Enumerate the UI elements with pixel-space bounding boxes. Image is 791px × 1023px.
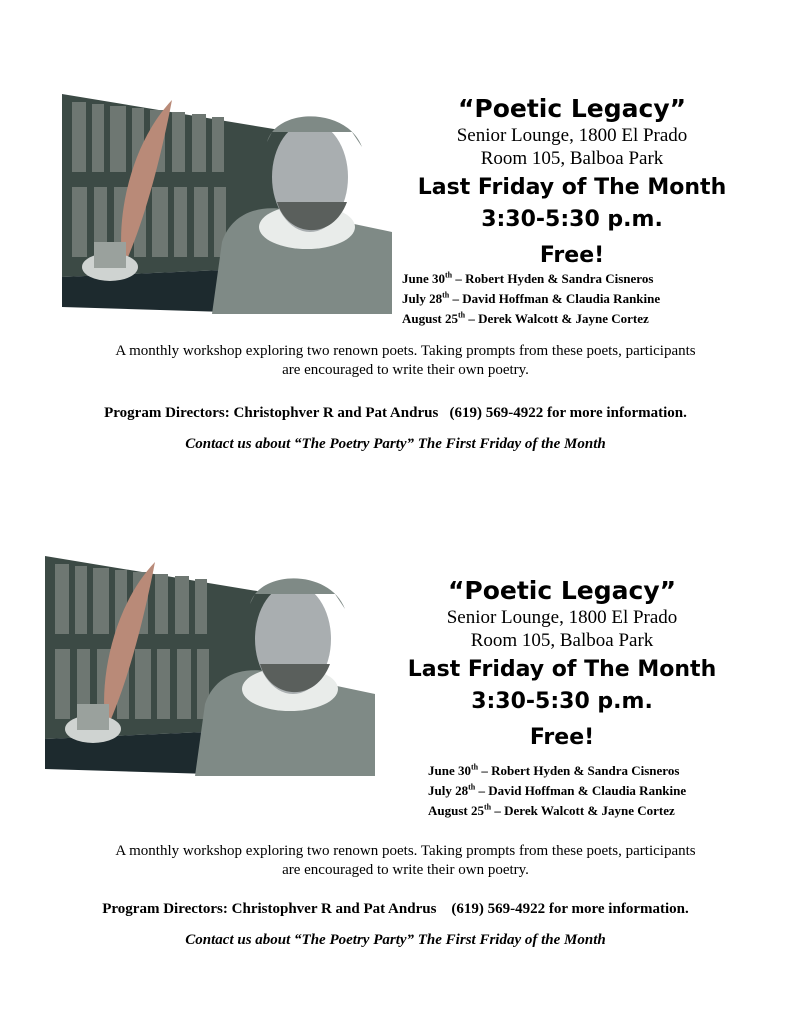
event-title: “Poetic Legacy”: [447, 576, 677, 605]
schedule-item: [402, 309, 660, 329]
schedule-poets: – Derek Walcott & Jayne Cortez: [491, 803, 675, 818]
description-line-1: A monthly workshop exploring two renown poets. Taking prompts from these poets, participants: [115, 843, 696, 859]
description-line-2: are encouraged to write their own poetry.: [282, 362, 529, 378]
schedule-poets: – Robert Hyden & Sandra Cisneros: [478, 763, 680, 778]
schedule-poets: – Robert Hyden & Sandra Cisneros: [452, 271, 654, 286]
date-suffix: th: [470, 762, 479, 772]
flyer-bottom: [0, 482, 791, 982]
schedule-poets: – Derek Walcott & Jayne Cortez: [465, 311, 649, 326]
contact-note: Contact us about “The Poetry Party” The First Friday of the Month: [185, 436, 606, 452]
session-schedule: [428, 761, 686, 821]
workshop-description: [60, 842, 751, 880]
date-suffix: th: [484, 802, 492, 812]
schedule-date: August 25: [428, 803, 484, 818]
schedule-date: June 30: [428, 763, 471, 778]
poet-quill-bookshelf-icon: [62, 92, 392, 314]
event-time: 3:30-5:30 p.m.: [471, 689, 653, 714]
program-directors: Program Directors: Christophver R and Pat Andrus (619) 569-4922 for more information.: [104, 405, 687, 421]
program-directors: Program Directors: Christophver R and Pat Andrus (619) 569-4922 for more information.: [102, 901, 689, 917]
schedule-item: [402, 289, 660, 309]
event-price: Free!: [539, 243, 605, 268]
event-frequency: Last Friday of The Month: [407, 657, 717, 682]
schedule-date: July 28: [428, 783, 469, 798]
event-price: Free!: [529, 725, 595, 750]
event-time: 3:30-5:30 p.m.: [481, 207, 663, 232]
schedule-poets: – David Hoffman & Claudia Rankine: [449, 291, 661, 306]
event-frequency: Last Friday of The Month: [417, 175, 727, 200]
schedule-item: [428, 801, 686, 821]
schedule-item: [428, 781, 686, 801]
poet-illustration: [40, 554, 380, 776]
schedule-item: [428, 761, 686, 781]
description-line-1: A monthly workshop exploring two renown poets. Taking prompts from these poets, participants: [115, 343, 696, 359]
flyer-top: [0, 0, 791, 500]
venue-line-1: Senior Lounge, 1800 El Prado: [446, 607, 678, 628]
poet-quill-bookshelf-icon: [40, 554, 380, 776]
session-schedule: [402, 269, 660, 329]
poet-illustration: [62, 92, 392, 314]
event-title: “Poetic Legacy”: [457, 94, 687, 123]
event-header: [382, 576, 742, 753]
event-header: [392, 94, 752, 271]
schedule-date: June 30: [402, 271, 445, 286]
date-suffix: th: [442, 290, 450, 300]
schedule-date: July 28: [402, 291, 443, 306]
venue-line-2: Room 105, Balboa Park: [480, 148, 664, 169]
schedule-poets: – David Hoffman & Claudia Rankine: [475, 783, 687, 798]
contact-note: Contact us about “The Poetry Party” The First Friday of the Month: [185, 932, 606, 948]
venue-line-2: Room 105, Balboa Park: [470, 630, 654, 651]
description-line-2: are encouraged to write their own poetry.: [282, 862, 529, 878]
workshop-description: [60, 342, 751, 380]
venue-line-1: Senior Lounge, 1800 El Prado: [456, 125, 688, 146]
schedule-item: [402, 269, 660, 289]
date-suffix: th: [444, 270, 453, 280]
schedule-date: August 25: [402, 311, 458, 326]
date-suffix: th: [468, 782, 476, 792]
date-suffix: th: [458, 310, 466, 320]
